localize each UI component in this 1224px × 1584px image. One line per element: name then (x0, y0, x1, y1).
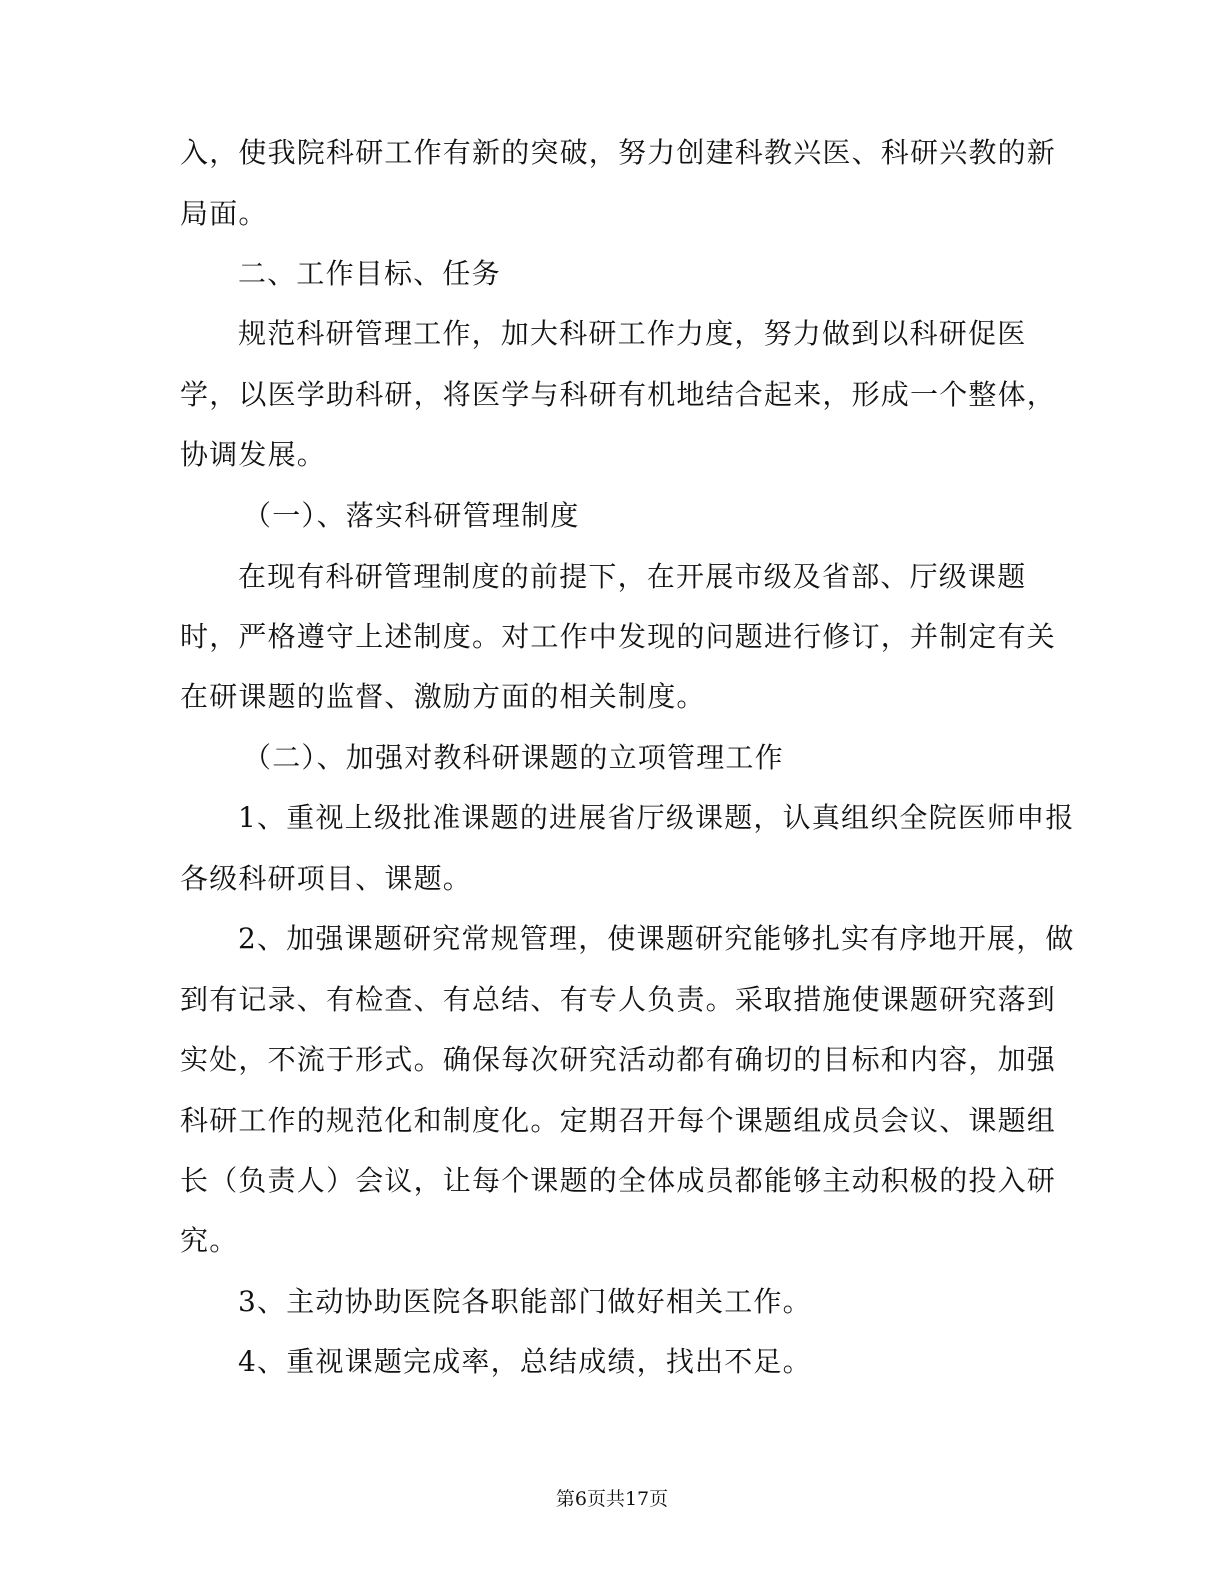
list-item-line: 3、主动协助医院各职能部门做好相关工作。 (238, 1285, 812, 1318)
list-item-line: 各级科研项目、课题。 (180, 862, 473, 895)
list-item-line: 1、重视上级批准课题的进展省厅级课题，认真组织全院医师申报 (238, 801, 1075, 834)
subsection-heading: （二）、加强对教科研课题的立项管理工作 (243, 741, 784, 774)
list-item-line: 究。 (180, 1224, 239, 1257)
list-item-line: 长（负责人）会议，让每个课题的全体成员都能够主动积极的投入研 (180, 1164, 1057, 1197)
body-text-line: 在现有科研管理制度的前提下，在开展市级及省部、厅级课题 (238, 560, 1027, 593)
body-text-line: 规范科研管理工作，加大科研工作力度，努力做到以科研促医 (238, 317, 1027, 350)
list-item-line: 科研工作的规范化和制度化。定期召开每个课题组成员会议、课题组 (180, 1104, 1057, 1137)
body-text-line: 在研课题的监督、激励方面的相关制度。 (180, 680, 706, 713)
section-heading: 二、工作目标、任务 (238, 257, 501, 290)
body-text-line: 时，严格遵守上述制度。对工作中发现的问题进行修订，并制定有关 (180, 620, 1057, 653)
body-text-line: 学，以医学助科研，将医学与科研有机地结合起来，形成一个整体， (180, 378, 1057, 411)
list-item-line: 到有记录、有检查、有总结、有专人负责。采取措施使课题研究落到 (180, 983, 1057, 1016)
subsection-heading: （一）、落实科研管理制度 (243, 499, 580, 532)
body-text-line: 局面。 (180, 197, 268, 230)
list-item-line: 实处，不流于形式。确保每次研究活动都有确切的目标和内容，加强 (180, 1043, 1057, 1076)
list-item-line: 2、加强课题研究常规管理，使课题研究能够扎实有序地开展，做 (238, 922, 1075, 955)
body-text-line: 协调发展。 (180, 438, 327, 471)
page-number-footer: 第6页共17页 (555, 1488, 669, 1510)
list-item-line: 4、重视课题完成率，总结成绩，找出不足。 (238, 1345, 812, 1378)
body-text-line: 入，使我院科研工作有新的突破，努力创建科教兴医、科研兴教的新 (180, 136, 1057, 169)
